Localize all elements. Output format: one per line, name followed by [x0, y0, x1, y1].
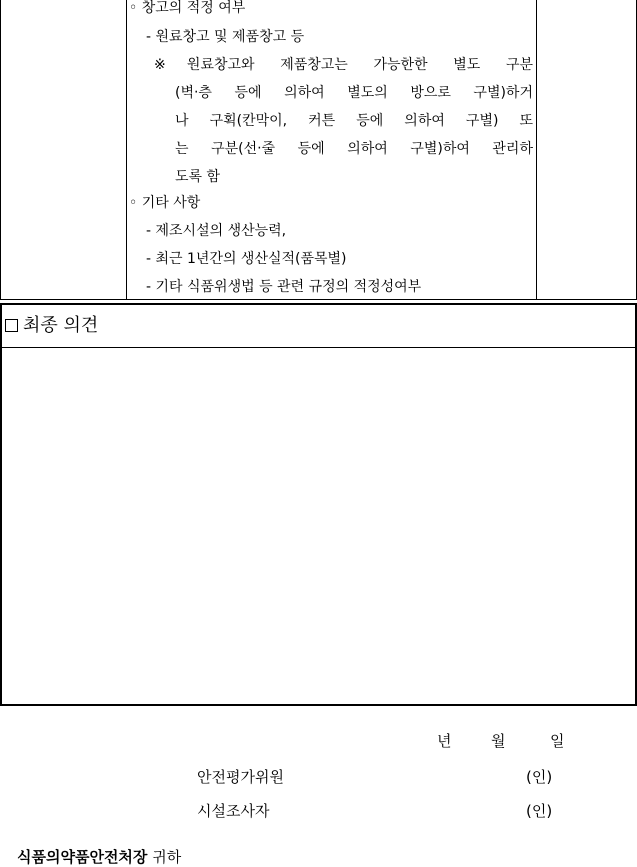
checklist-table — [0, 0, 637, 300]
checklist-note: ※원료창고와 제품창고는 가능한한 별도 구분 — [154, 57, 533, 73]
checklist-note: 나 구획(칸막이, 커튼 등에 의하여 구별) 또 — [175, 113, 533, 129]
addressee — [17, 847, 181, 867]
checklist-item-warehouse: ◦ 창고의 적정 여부 — [129, 0, 246, 16]
final-opinion-header — [2, 305, 635, 348]
checklist-note: 도록 함 — [175, 169, 221, 185]
date-year-label: 년 — [437, 732, 452, 750]
column-divider-left — [126, 0, 127, 299]
evaluator-label: 안전평가위원 — [197, 768, 284, 786]
final-opinion-area[interactable] — [2, 348, 635, 704]
checklist-note: 는 구분(선‧줄 등에 의하여 구별)하여 관리하 — [175, 141, 533, 157]
date-day-label: 일 — [550, 732, 565, 750]
evaluator-seal: (인) — [526, 768, 553, 786]
date-month-label: 월 — [491, 732, 506, 750]
checklist-item-other: ◦ 기타 사항 — [129, 195, 201, 211]
checklist-subitem: - 제조시설의 생산능력, — [146, 223, 287, 239]
inspector-seal: (인) — [526, 802, 553, 820]
checklist-subitem: - 기타 식품위생법 등 관련 규정의 적정성여부 — [146, 279, 422, 295]
checklist-subitem: - 최근 1년간의 생산실적(품목별) — [146, 251, 347, 267]
inspector-label: 시설조사자 — [197, 802, 270, 820]
checklist-subitem: - 원료창고 및 제품창고 등 — [146, 29, 305, 45]
checkbox-icon — [5, 319, 18, 332]
final-opinion-title — [5, 314, 98, 338]
addressee-suffix: 귀하 — [152, 848, 182, 866]
addressee-name: 식품의약품안전처장 — [17, 848, 148, 866]
final-opinion-title-text: 최종 의견 — [23, 315, 99, 336]
column-divider-right — [536, 0, 537, 299]
checklist-note: (벽‧층 등에 의하여 별도의 방으로 구별)하거 — [175, 85, 533, 101]
final-opinion-box — [0, 303, 637, 706]
